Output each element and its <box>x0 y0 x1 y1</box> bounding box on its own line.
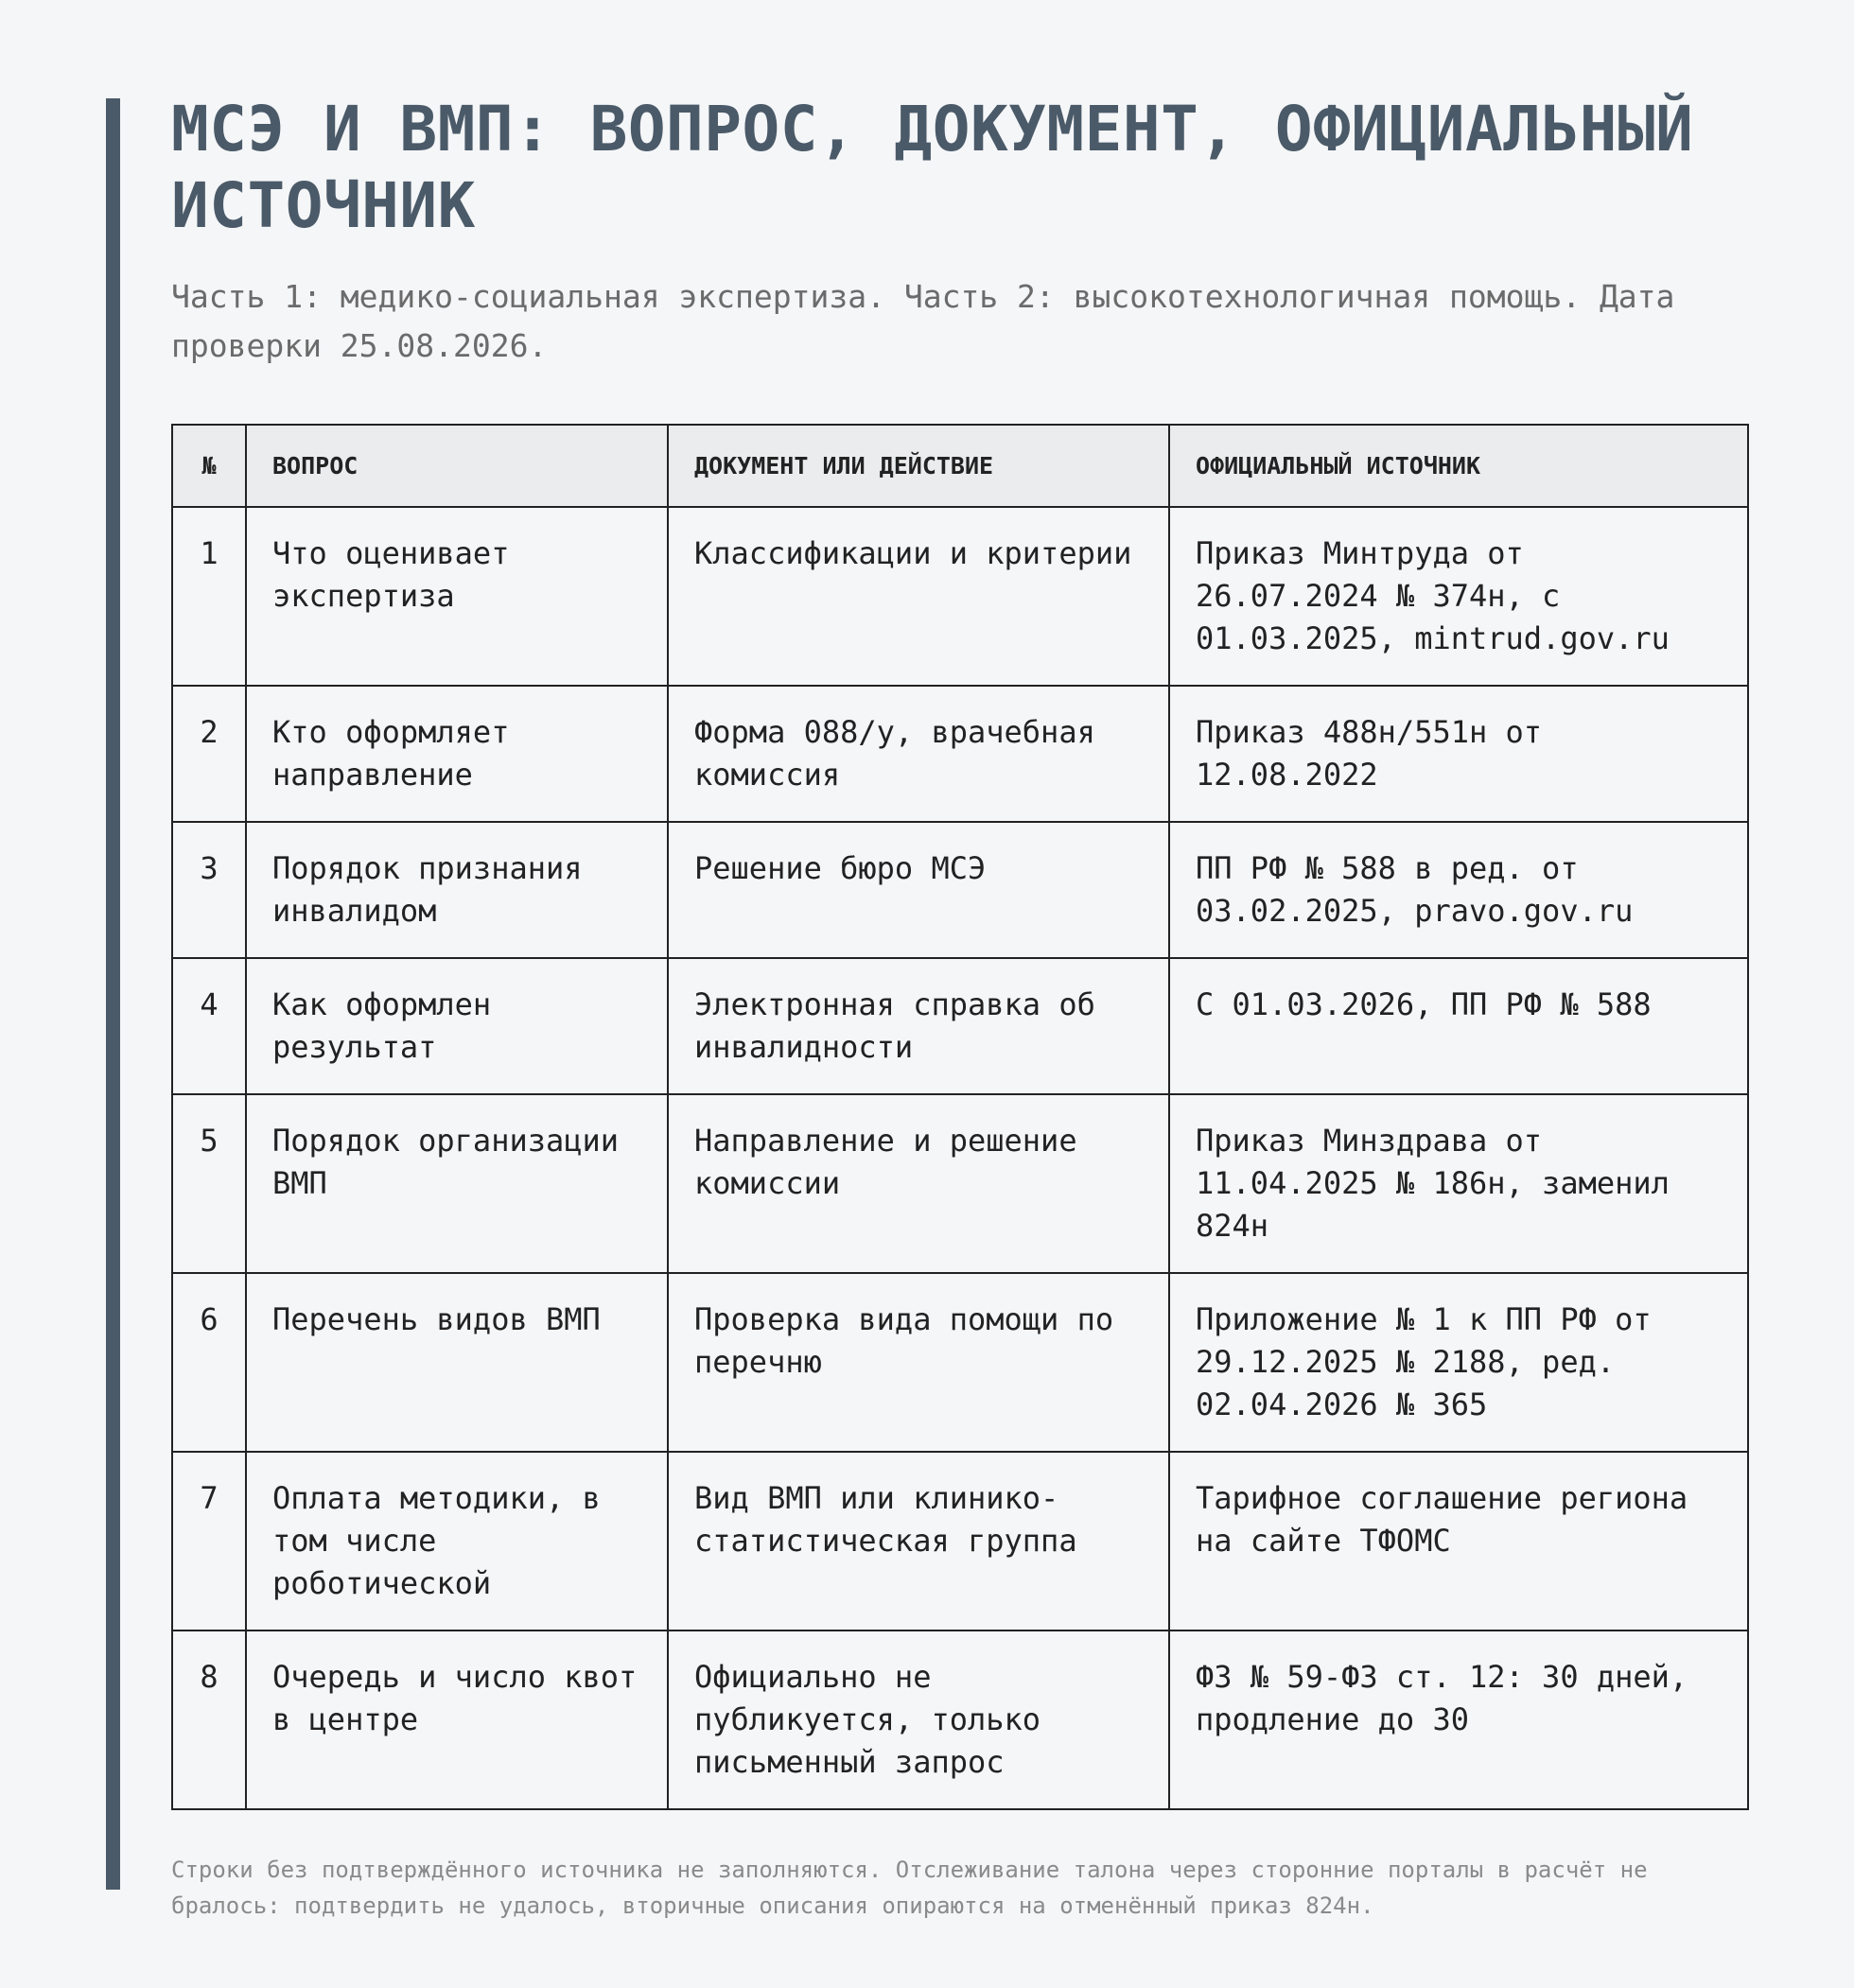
row-question: Порядок признания инвалидом <box>246 822 668 958</box>
sources-table <box>171 424 1749 1810</box>
accent-bar <box>106 98 120 1890</box>
row-question: Как оформлен результат <box>246 958 668 1094</box>
footnote: Строки без подтверждённого источника не заполняются. Отслеживание талона через сторонние порталы в расчёт не бралось: подтвердить не удалось, вторичные описания опираются на отменённый приказ 824н. <box>171 1857 1648 1919</box>
column-header-document: ДОКУМЕНТ ИЛИ ДЕЙСТВИЕ <box>668 425 1169 507</box>
row-document: Форма 088/у, врачебная комиссия <box>668 686 1169 822</box>
column-header-num: № <box>172 425 246 507</box>
table-row <box>172 1452 1748 1631</box>
row-number: 3 <box>172 822 246 958</box>
row-question: Что оценивает экспертиза <box>246 507 668 686</box>
table-row <box>172 1631 1748 1809</box>
row-source: Тарифное соглашение региона на сайте ТФОМС <box>1169 1452 1748 1631</box>
row-source: С 01.03.2026, ПП РФ № 588 <box>1169 958 1748 1094</box>
row-number: 8 <box>172 1631 246 1809</box>
row-number: 6 <box>172 1273 246 1452</box>
row-source: Приложение № 1 к ПП РФ от 29.12.2025 № 2188, ред. 02.04.2026 № 365 <box>1169 1273 1748 1452</box>
row-number: 4 <box>172 958 246 1094</box>
row-document: Электронная справка об инвалидности <box>668 958 1169 1094</box>
table-row <box>172 822 1748 958</box>
table-row <box>172 958 1748 1094</box>
table-row <box>172 507 1748 686</box>
row-number: 7 <box>172 1452 246 1631</box>
row-source: Приказ Минтруда от 26.07.2024 № 374н, с 01.03.2025, mintrud.gov.ru <box>1169 507 1748 686</box>
row-question: Очередь и число квот в центре <box>246 1631 668 1809</box>
row-document: Решение бюро МСЭ <box>668 822 1169 958</box>
row-number: 1 <box>172 507 246 686</box>
table-row <box>172 1094 1748 1273</box>
row-document: Классификации и критерии <box>668 507 1169 686</box>
row-source: Приказ Минздрава от 11.04.2025 № 186н, заменил 824н <box>1169 1094 1748 1273</box>
row-source: ПП РФ № 588 в ред. от 03.02.2025, pravo.gov.ru <box>1169 822 1748 958</box>
row-source: ФЗ № 59-ФЗ ст. 12: 30 дней, продление до 30 <box>1169 1631 1748 1809</box>
row-document: Направление и решение комиссии <box>668 1094 1169 1273</box>
column-header-source: ОФИЦИАЛЬНЫЙ ИСТОЧНИК <box>1169 425 1748 507</box>
row-document: Проверка вида помощи по перечню <box>668 1273 1169 1452</box>
table-row <box>172 1273 1748 1452</box>
page-title: МСЭ И ВМП: ВОПРОС, ДОКУМЕНТ, ОФИЦИАЛЬНЫЙ ИСТОЧНИК <box>171 93 1694 242</box>
table-header-row <box>172 425 1748 507</box>
row-source: Приказ 488н/551н от 12.08.2022 <box>1169 686 1748 822</box>
row-question: Перечень видов ВМП <box>246 1273 668 1452</box>
content <box>171 91 1747 1924</box>
table-row <box>172 686 1748 822</box>
row-question: Порядок организации ВМП <box>246 1094 668 1273</box>
row-question: Оплата методики, в том числе роботической <box>246 1452 668 1631</box>
row-number: 2 <box>172 686 246 822</box>
row-number: 5 <box>172 1094 246 1273</box>
row-document: Вид ВМП или клинико-статистическая группа <box>668 1452 1169 1631</box>
row-question: Кто оформляет направление <box>246 686 668 822</box>
row-document: Официально не публикуется, только письменный запрос <box>668 1631 1169 1809</box>
column-header-question: ВОПРОС <box>246 425 668 507</box>
page-subtitle: Часть 1: медико-социальная экспертиза. Часть 2: высокотехнологичная помощь. Дата проверки 25.08.2026. <box>171 278 1675 364</box>
